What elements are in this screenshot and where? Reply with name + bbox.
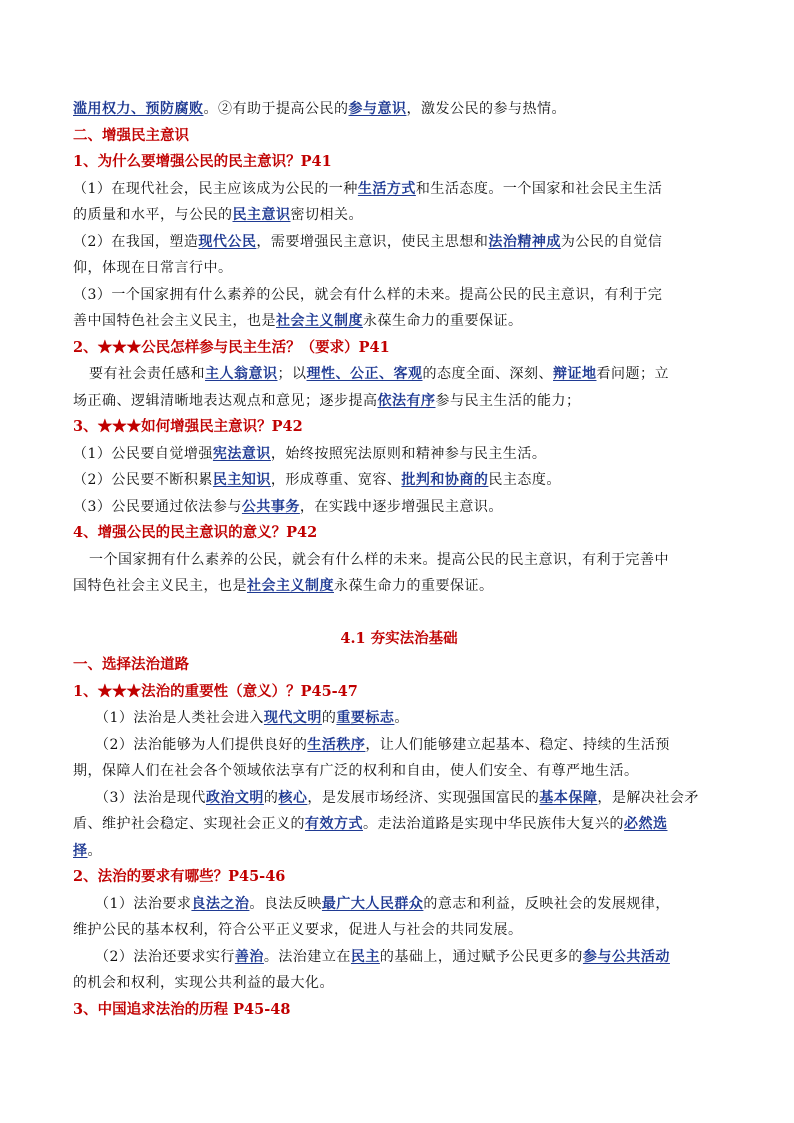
keyword: 最广大人民群众 xyxy=(321,895,424,912)
keyword: 基本保障 xyxy=(539,789,598,806)
keyword: 有效方式 xyxy=(305,816,363,832)
paragraph-line: （2）在我国，塑造现代公民，需要增强民主意识，使民主思想和法治精神成为公民的自觉信 xyxy=(73,233,663,250)
keyword: 依法有序 xyxy=(377,392,436,409)
question-heading: 1、为什么要增强公民的民主意识？P41 xyxy=(73,153,332,170)
keyword: 公共事务 xyxy=(241,498,300,515)
paragraph-line: 滥用权力、预防腐败。②有助于提高公民的参与意识，激发公民的参与热情。 xyxy=(73,101,566,117)
paragraph-line: （2）法治还要求实行善治。法治建立在民主的基础上，通过赋予公民更多的参与公共活动 xyxy=(95,948,670,965)
paragraph-line: （3）一个国家拥有什么素养的公民，就会有什么样的未来。提高公民的民主意识，有利于完 xyxy=(73,286,663,303)
question-heading: 3、中国追求法治的历程 P45-48 xyxy=(73,1000,291,1018)
keyword: 民主意识 xyxy=(232,207,291,223)
question-heading: 4、增强公民的民主意识的意义？P42 xyxy=(73,524,318,541)
keyword: 善治 xyxy=(234,948,264,965)
question-heading: 3、★★★如何增强民主意识？P42 xyxy=(73,418,303,435)
paragraph-line: 择。 xyxy=(73,842,102,859)
paragraph-line: （1）公民要自觉增强宪法意识，始终按照宪法原则和精神参与民主生活。 xyxy=(73,445,547,462)
keyword: 现代文明 xyxy=(263,710,322,726)
paragraph-line: 要有社会责任感和主人翁意识；以理性、公正、客观的态度全面、深刻、辩证地看问题；立 xyxy=(89,366,669,382)
keyword: 社会主义制度 xyxy=(276,313,363,329)
paragraph-line: （1）法治要求良法之治。良法反映最广大人民群众的意志和利益，反映社会的发展规律， xyxy=(95,895,670,912)
paragraph-line: （3）法治是现代政治文明的核心，是发展市场经济、实现强国富民的基本保障，是解决社会矛 xyxy=(95,789,699,806)
keyword: 参与公共活动 xyxy=(582,948,670,965)
keyword: 政治文明 xyxy=(205,789,264,806)
paragraph-line: （1）法治是人类社会进入现代文明的重要标志。 xyxy=(95,710,409,726)
paragraph-line: （1）在现代社会，民主应该成为公民的一种生活方式和生活态度。一个国家和社会民主生活 xyxy=(73,180,663,197)
keyword: 民主知识 xyxy=(212,472,271,488)
keyword: 生活秩序 xyxy=(307,736,366,753)
keyword: 滥用权力、预防腐败 xyxy=(73,101,204,117)
paragraph-line: 的质量和水平，与公民的民主意识密切相关。 xyxy=(73,207,363,223)
paragraph-line: 期，保障人们在社会各个领域依法享有广泛的权利和自由，使人们安全、有尊严地生活。 xyxy=(73,763,639,779)
paragraph-line: 国特色社会主义民主，也是社会主义制度永葆生命力的重要保证。 xyxy=(73,578,494,594)
keyword: 批判和协商的 xyxy=(401,472,489,488)
paragraph-line: （3）公民要通过依法参与公共事务，在实践中逐步增强民主意识。 xyxy=(73,498,503,515)
keyword: 生活方式 xyxy=(357,180,416,197)
keyword: 民主 xyxy=(350,948,380,965)
keyword: 良法之治 xyxy=(191,895,250,912)
keyword: 主人翁意识 xyxy=(205,366,278,382)
keyword: 理性、公正、客观 xyxy=(306,366,423,382)
paragraph-line: 维护公民的基本权利，符合公平正义要求，促进人与社会的共同发展。 xyxy=(73,922,523,938)
question-heading: 1、★★★法治的重要性（意义）？P45-47 xyxy=(73,682,358,700)
document-page xyxy=(73,96,725,1023)
section-heading: 一、选择法治道路 xyxy=(73,656,189,673)
keyword: 宪法意识 xyxy=(212,445,271,462)
keyword: 必然选 xyxy=(624,816,668,832)
question-heading: 2、★★★公民怎样参与民主生活？（要求）P41 xyxy=(73,338,390,356)
paragraph-line: （2）法治能够为人们提供良好的生活秩序，让人们能够建立起基本、稳定、持续的生活预 xyxy=(95,736,670,753)
keyword: 核心 xyxy=(278,789,308,806)
paragraph-line: 善中国特色社会主义民主，也是社会主义制度永葆生命力的重要保证。 xyxy=(73,313,523,329)
section-heading: 二、增强民主意识 xyxy=(73,126,189,144)
paragraph-line: 场正确、逻辑清晰地表达观点和意见；逐步提高依法有序参与民主生活的能力； xyxy=(73,392,581,409)
keyword: 择 xyxy=(73,842,88,859)
paragraph-line: （2）公民要不断积累民主知识，形成尊重、宽容、批判和协商的民主态度。 xyxy=(73,472,561,488)
paragraph-line: 的机会和权利，实现公共利益的最大化。 xyxy=(73,975,334,991)
keyword: 社会主义制度 xyxy=(247,578,334,594)
keyword: 现代公民 xyxy=(198,233,257,250)
paragraph-line: 一个国家拥有什么素养的公民，就会有什么样的未来。提高公民的民主意识，有利于完善中 xyxy=(89,551,669,568)
keyword: 重要标志 xyxy=(336,710,395,726)
keyword: 辩证地 xyxy=(553,366,597,382)
question-heading: 2、法治的要求有哪些？P45-46 xyxy=(73,868,286,885)
paragraph-line: 仰，体现在日常言行中。 xyxy=(73,260,233,276)
keyword: 法治精神成 xyxy=(488,233,561,250)
paragraph-line: 盾、维护社会稳定、实现社会正义的有效方式。走法治道路是实现中华民族伟大复兴的必然选 xyxy=(73,816,668,832)
keyword: 参与意识 xyxy=(348,101,407,117)
chapter-title: 4.1 夯实法治基础 xyxy=(340,629,458,647)
